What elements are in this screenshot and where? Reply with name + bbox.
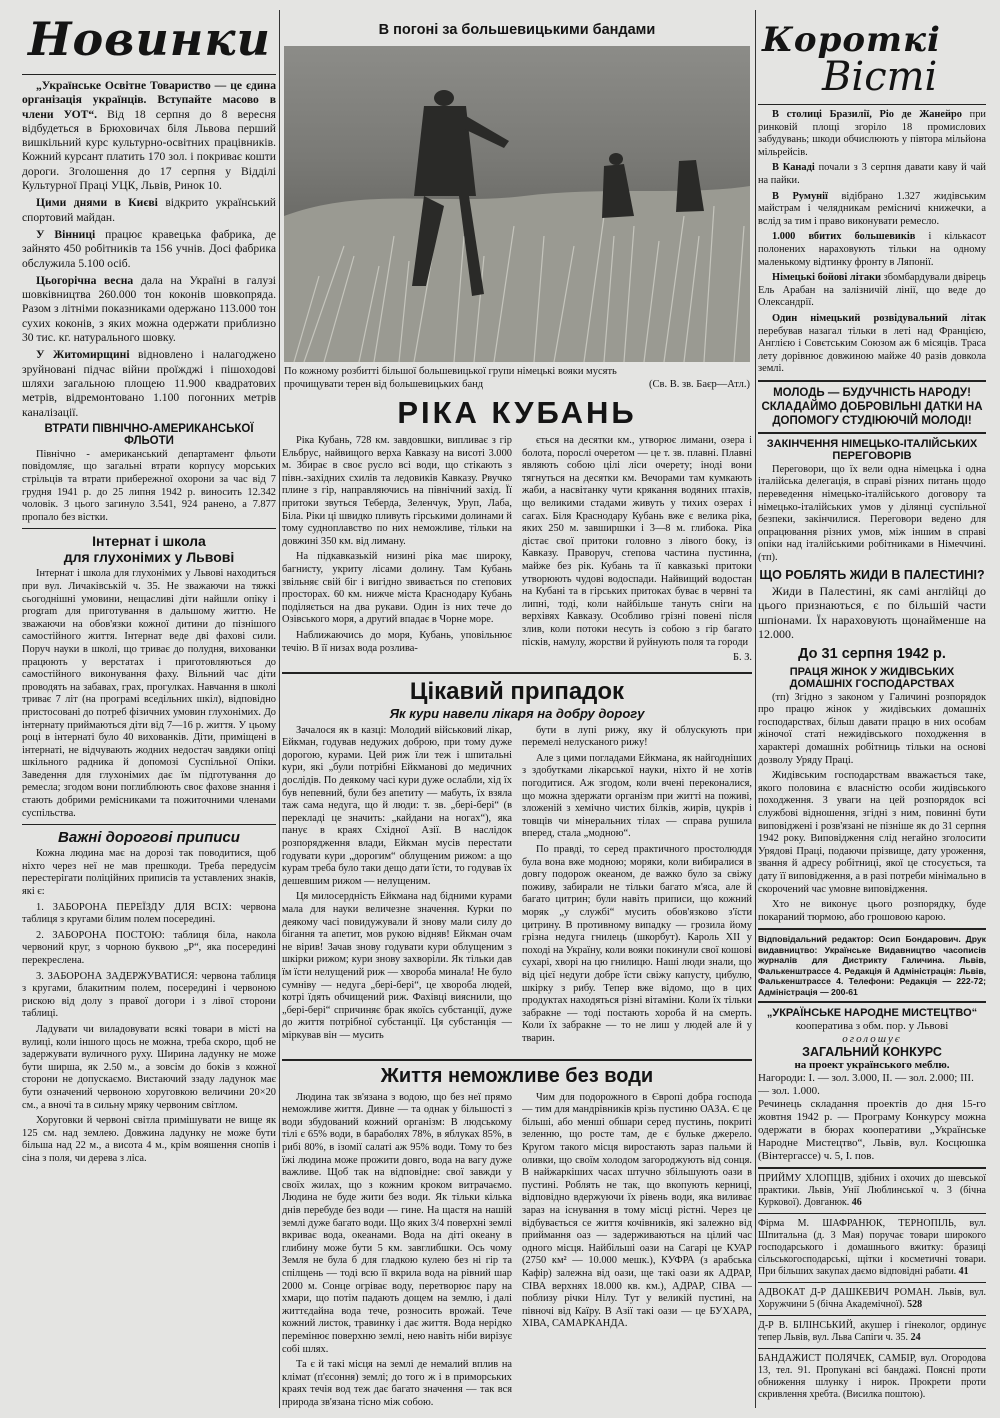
news-text: почали з 3 серпня давати каву й чай на пайки. [758,162,986,186]
labor-para: Жидівським господарствам вважається таке, якого половина є власністю особи жидівського походження. З уваги на цей розпорядок всі службові відношення, згідні з ним, повинні бути виповіджені і розв'язані не пізніше як до 31 серпня 1942 року. Виповідження слід негайно зголосити Урядові Праці, подаючи прізвище, дату уроження, звання й адресу робітниці, якої це стосується, та дату її виповідження, а в разі потреби мінімально в скорочений час умовне виповідження. [758,770,986,895]
news-text: збомбардували двірець Ель Арабан на залізничій лінії, що веде до Олександрії. [758,272,986,309]
rules-para: 3. ЗАБОРОНА ЗАДЕРЖУВАТИСЯ: червона таблиця з кругами, блакитним полем, посередині і червоною рискою від долу з правої догори і з лівої сторони таблиці. [22,970,276,1020]
news-text: і кількасот полонених нараховують тільки на одному маленькому відтинку фронту в Ляпонії. [758,231,986,268]
labor-para: Хто не виконує цього розпорядку, буде покараний тюрмою, або грошовою карою. [758,899,986,923]
short-news [758,162,986,187]
labor-title: ПРАЦЯ ЖІНОК У ЖИДІВСЬКИХ ДОМАШНІХ ГОСПОДАРСТВАХ [789,665,955,690]
case-article [282,725,752,1055]
news-text: відновлено і налагоджено зруйновані підчас війни проїжджі і пішоходові шляхи загальною площею 11.900 квадратових метрів, відремонтовано 1.100 погонних метрів каналізації. [22,348,276,419]
short-news [758,109,986,159]
korotki-masthead [762,20,986,98]
labor-para: (тп) Згідно з законом у Галичині розпорядок про працю жінок у жидівських домашніх господарствах, більш давати працю в них особам жіночої статі нежидівського походження в характері домашніх робітниць тільки на основі дозволу Уряду Праці. [758,691,986,766]
masthead-line2: Вісті [822,54,938,100]
right-column [758,0,986,1418]
divider [758,928,986,930]
internat-title: Інтернат і школа [92,533,206,550]
ad-text: БАНДАЖИСТ ПОЛЯЧЕК, САМБІР, вул. Огородова 13, тел. 91. Пропукані всі бандажі. Поясні проти обниження шлунку і нирок. Прокрети проти скривлення хребта. (Висилка поштою). [758,1353,986,1401]
internat-subtitle: для глухонімих у Львові [63,549,235,566]
news-lead: „Українське Освітне Товариство — це єдина організація українців. Вступайте масово в члени УОТ“. [22,79,276,121]
losses-title: ВТРАТИ ПІВНІЧНО-АМЕРИКАНСЬКОЇ ФЛЬОТИ [44,422,254,447]
case-title: Цікавий припадок [409,677,625,705]
water-para: Та є й такі місця на землі де немалий вплив на клімат (п'єсоння) землі; до того ж і в приморських краях течія вод теж дає багато значення — так вся природа зв'язана тісно між собою. [282,1359,512,1408]
imprint: Відповідальний редактор: Осип Бондарович. Друк видавництво: Українське Видавництво часописів журналів для Дистрикту Галичина. Львів, Фалькенштрассе 4. Редакція й Адміністрація: Львів, Фалькенштрассе 4. Телефони: Редакція — 222-72; Адміністрація — 200-61 [758,934,986,997]
water-para: Чим для подорожного в Європі добра господа — тим для мандрівників крізь пустиню ОАЗА. Є це більші, або менші обшари серед пустинь, покриті зеленню, що росте там, де є бульке джерело. Кругом такого місця виростають зараз пальми й оливки, що своїм холодом загороджують від сонця. В найжаркіших часах штучно збільшують оази в пустині. Роблять не так, що вкопують керниці, відповідно вдержуючи їх рівень води, яка виливає зараз на існування в тому місці рістні. Через це відбувається се життя кочівників, які залежно від приймання оаз — задерживаються на цілий час одного місця. Найбільші оази на Сагарі це КУАР (2750 км² — 10.000 мешк.), КУФРА (з арабська Кафір) залежна від оази, ще такі оази як АДРАР, СІВА верхнях 18.000 кв. км.), АДРАР, СІВА — поблизу річки Нілу. Тут у великій пустині, на півночі від Каїру. В Азії такі оази — це БУХАРА, ХІВА, САМАРКАНДА. [522,1091,752,1330]
classified-ad [758,1353,986,1401]
treaty-text: Переговори, що їх вели одна німецька і одна італійська делегація, в справі різних питань щодо переведення німецько-італійського договору та німецько-італійських умов у ділянці суспільної безпеки, закінчилися. Переговори ведено для опрацювання різних умов, між іншим в справі опіки над італійськими робітниками в Німеччині. (тп). [758,463,986,564]
news-item [22,228,276,271]
news-text: відкрито український спортовий майдан. [22,196,276,224]
column-divider [755,10,756,1408]
classified-ad [758,1320,986,1344]
rules-para: Хоруговки й червоні світла примішувати не вище як 125 см. над землею. Довжина ладунку не може бути більша над 22 м., а висота 4 м., крім вояшення снопів і сіна з поля, чи дерева з ліса. [22,1115,276,1164]
news-lead: У Вінниці [36,227,96,241]
case-subtitle: Як кури навели лікаря на добру дорогу [389,705,645,721]
case-para: Але з цими погладами Ейкмана, як найгодніших з здобутками лікарської науки, ніхто й не хотів погодитися. Аж згодом, коли вчені переконалися, що можна здержати організм при житті на поживі, зложеній з хемічно чистих білків, жирів, цукрів і товщів чи мінеральних тілах — справа рушила вперед, стала „модною“. [522,752,752,840]
contest-ad [758,1007,986,1163]
news-item [22,348,276,419]
contest-org: „УКРАЇНСЬКЕ НАРОДНЕ МИСТЕЦТВО“ [766,1007,978,1020]
caption-text: По кожному розбитті більшої большевицької групи німецькі вояки мусять прочищувати терен від большевицьких банд [284,366,617,390]
water-title: Життя неможливе без води [380,1064,654,1087]
news-lead: В Канаді [772,162,815,174]
news-lead: Німецькі бойові літаки [772,272,881,284]
losses-text: Північно - американський департамент фльоти повідомляє, що загальні втрати корпусу морських стрільців та втрати прибережної охорони за час від 7 грудня 1941 р. до 25 липня 1942 р. виносить 12.342 чоловік. З цього загинуло 3.541, 924 ранено, а 7.877 пропало без вістки. [22,448,276,523]
news-text: перебував назагал тільки в леті над Францією, Англією і Совєтським Союзом аж 6 місяців. Траса лету дорівнює довжиною майже 40 разів довкола землі. [758,325,986,375]
photo-caption [282,366,752,391]
divider [282,672,752,674]
rules-para: Ладувати чи виладовувати всякі товари в місті на вулиці, коли іншого щось не можна, треба скоро, щоб не задержувати вуличного руху. Ширина ладунку не може бути ширша, як 2.50 м., а зовсім до боків з кожної сторони не допускаємо. Вистаючий ззаду ладунок має бути означений червоною хоруговкою величини 20×20 см., а вночі та в сильну мряку червоним світлом. [22,1023,276,1111]
divider [22,528,276,529]
soldiers-in-field-photo [284,46,750,362]
classified-ad [758,1287,986,1311]
deadline-banner: До 31 серпня 1942 р. [798,645,946,662]
news-lead: Цьогорічна весна [36,273,134,287]
photo-credit: (Св. В. зв. Баєр—Атл.) [648,378,750,390]
ad-number: 41 [958,1266,969,1278]
short-news [758,191,986,229]
news-lead: В Румунії [772,190,828,202]
ad-text: ПРИЙМУ ХЛОПЦІВ, здібних і охочих до шевської практики. Львів, Унії Люблинської ч. 3 (бічна Куркової). Довганюк. [758,1173,986,1209]
rules-para: 1. ЗАБОРОНА ПЕРЕЇЗДУ ДЛЯ ВСІХ: червона таблиця з кругами білим полем посередині. [22,901,276,926]
divider [758,1001,986,1003]
contest-text: Речинець складання проектів до дня 15-го жовтня 1942 р. — Програму Конкурсу можна одержати в бюрах кооперативи „Українське Народне Мистецтво“, Львів, вул. Косцюшка (Вінтергассе) ч. 5, I. пов. [758,1098,986,1163]
contest-title: ЗАГАЛЬНИЙ КОНКУРС [802,1045,942,1060]
divider [22,824,276,825]
short-news [758,313,986,376]
ad-number: 24 [910,1332,921,1344]
news-text: дала на Україні в галузі шовківництва 260.000 тон коконів шовкопряда. Разом з літніми показниками одержано 113.000 тон сухих коконів, з яких можна одержати приблизно 30 тис. кг. натурального шовку. [22,273,276,345]
news-text: працює кравецька фабрика, де зайнято 450 робітників та 156 учнів. Досі фабрика обслужила 5.100 осіб. [22,227,276,270]
photo-headline: В погоні за большевицькими бандами [378,22,656,38]
kuban-para: Наближаючись до моря, Кубань, уповільнює течію. В її низах вода розлива- [282,629,512,654]
news-lead: 1.000 вбитих большевиків [772,231,916,243]
divider [22,74,276,75]
short-news [758,231,986,269]
ad-text: Д-Р В. БІЛІНСЬКИЙ, акушер і гінеколог, ординує тепер Львів, вул. Льва Сапіги ч. 35. [758,1320,986,1344]
classified-ad [758,1173,986,1209]
center-column [282,0,752,1418]
news-item [22,274,276,345]
news-lead: Цими днями в Києві [36,196,158,210]
jews-title: ЩО РОБЛЯТЬ ЖИДИ В ПАЛЕСТИНІ? [759,567,985,582]
news-text: відібрано 1.327 жидівським майстрам і челядникам ремісничі книжечки, а вслід за тим і право виконувати ремесло. [758,190,986,227]
kuban-title: РІКА КУБАНЬ [397,395,637,430]
divider [758,432,986,434]
contest-prizes: Нагороди: I. — зол. 3.000, II. — зол. 2.000; III. — зол. 1.000. [758,1072,974,1098]
divider [758,1167,986,1169]
novynky-masthead: Новинки [28,12,271,66]
contest-announce: оголошує [842,1033,902,1046]
kuban-para: На підкавказькій низині ріка має широку, багнисту, укриту лісами долину. Там Кубань звільняє свій біг і вигідно звивається по степових просторах. 60 км. нижче міста Краснодару Кубань поділяється на два рукави. Один із них тече до Озівського моря, а другий впадає в Чорне море. [282,551,512,626]
case-para: Ця милосердність Ейкмана над бідними курами мала для науки величезне значення. Курки по деякому часі повидужували й знову мали силу до бігання та апетит, мов рукою відняв! Ейкман очам не вірив! Зачав знову годувати кури облущеним з шкірки рижом; кури знову захворіли. Як тільки дав їм їсти нелущений риж — хвороба минала! Не було сумніву — недуга „бері-бері“, це хвороба людей, котрі їдять обчищений риж. Фахівці вияснили, що „бері-бері“ спричиняє брак якоїсь субстанції, дуже до життя потрібної субстанції. Ця субстанція — міркував він — мусить [282,891,512,1041]
column-divider [279,10,280,1408]
classified-ad [758,1218,986,1278]
internat-text: Інтернат і школа для глухонімих у Львові находиться при вул. Личаківській ч. 35. Не зважаючи на тяжкі сьогоднішні умовини, нещасливі діти найшли опіку і program для приготування в дальшому життю. Не зважаючи на обов'язки кожної дитини до пізнішого самостійного життя. Інтернат веде дві фахові сили. Поруч науки в школі, що триває до полудня, вихованки працюють у верстатах і приготовляються до самостійного виконування фаху. Вільний час діти проводять на забавах, грах, прогулках. Навчання в школі триває 7 літ (на програмі вседільних шкіл), відповідно пристосовані до потреб фізичних умовин глухонімих. До інтернату приймаються діти від 7—16 р. життя. У цьому році в інтернаті було 40 вихованків. Діти, приміщені в інтернаті, не відчувають жодних недостач завдяки опіці шкільного радника й допомозі Суспільної Опіки. Заведення для глухонімих дає їм підготування до ремесла; згодом вони поглиблюють своє фахове знання і стають добрими ремісниками та пожиточними членами суспільства. [22,568,276,819]
rules-para: Кожна людина має на дорозі так поводитися, щоб ніхто через неї не мав прешкоди. Треба передусім перестерігати поліційних приписів та уставлених знаків, які є: [22,848,276,898]
ad-number: 528 [907,1299,923,1311]
ad-text: АДВОКАТ Д-Р ДАШКЕВИЧ РОМАН. Львів, вул. Хоружчини 5 (бічна Академічної). [758,1287,986,1311]
case-para: бути в лупі рижу, яку й облускують при перемелі нелусканого рижу! [522,724,752,749]
divider [758,380,986,382]
news-lead: В столиці Бразилії, Ріо де Жанейро [772,109,962,120]
case-para: По правді, то серед практичного простолюддя була вона вже модною; моряки, коли вибиралися в довгу подорож океаном, де важко було за свіжу поживу, забирали не тільки багато м'яса, але й багато цитрин; були навіть приписи, що кожний моряк „у службі“ мусить обов'язково з'їсти цитрину. В противному випадку — грозила йому грізна недуга гнилець (шкорбут). Кароль XII у поході на Україну, коли вояки покинули свої кошові сухарі, хворі на цю гнилицю. Наші люди знали, що від цієї недуги добре їсти свіжу капусту, цибулю, шкірку з рибу. Тепер вже відомо, що в цих продуктах находяться різні вітаміни. Коли їх тільки забракне — тоді постають хороба й на смерть. Коли їх забракне — то не лиш у людей але й у тварин. [522,844,752,1044]
short-news [758,272,986,310]
kuban-signature: Б. З. [733,652,752,664]
news-item [22,196,276,225]
kuban-para: Ріка Кубань, 728 км. завдовшки, випливає з гір Ельбрус, найвищого верха Кавказу на висоті 3.000 м. Збирає в своє русло всі води, що стікають з півн.-західних схилів та ледовиків Кавказу. Рвучко плине з гір, направляючись на північний захід. Її притоки звуться Теберда, Зеленчук, Уруп, Лаба, Біла. Ріки ці швидко пливуть гірськими долинами й тому судноплавство по них неможливе, тільки на довжині 350 км. від лиману. [282,435,512,547]
ad-number: 46 [851,1197,862,1209]
divider [282,1059,752,1061]
left-column [22,0,276,1418]
contest-subject: на проект українського меблю. [794,1059,950,1072]
jews-text: Жиди в Палестині, як самі англійці до цього признаються, є по більшій части шпіонами. Їх нараховують щонайменше на 12.000. [758,583,986,642]
case-para: Зачалося як в казці: Молодий військовий лікар, Ейкман, годував недужих доброю, при тому дуже дорогою, курами. Цей риж їли теж і шпитальні кури, які „були потрібні Ейкманові до медичних дослідів. По деякому часі кури дуже ослабли, хід їх був непевний, були без апетиту — мабуть, їх взяла таж сама недуга, що й люди: т. зв. „бері-бері“ (в перекладі це значить: „кайдани на ногах“), яка панує в краях Східної Азії. В наслідок розпорядження влади, Ейкман мусів перестати годувати кури „дорогим“ облущеним рижом: а що курам треба було таки дещо дати їсти, то годував їх дешевшим рижом — нелущеним. [282,724,512,887]
divider [758,104,986,105]
ad-text: Фірма М. ШАФРАНЮК, ТЕРНОПІЛЬ, вул. Шпитальна (д. 3 Мая) поручає товари широкого господарського і домашнього вжитку: бразиці сільськогосподарські, щітки і косметичні товари. При більших закупах даємо відповідні рабати. [758,1218,986,1278]
news-item [22,79,276,193]
youth-appeal: МОЛОДЬ — БУДУЧНІСТЬ НАРОДУ! СКЛАДАЙМО ДОБРОВІЛЬНІ ДАТКИ НА ДОПОМОГУ СТУДІЮЮЧІЙ МОЛОДІ! [761,386,983,427]
kuban-article [282,435,752,668]
news-lead: У Житомирщині [36,348,130,362]
divider [758,1348,986,1349]
divider [758,1315,986,1316]
kuban-para: ється на десятки км., утворює лимани, озера і болота, порослі очеретом — це т. зв. плавні. Плавні являють собою цілі ліси очерету; іноді вони тягнуться на десятки км. Вечорами там кумкають жаби, а насвітанку чути крякання водяних птахів, що великими стадами живуть у тихих озерах і сагах. Біля Краснодару Кубань вже є велика ріка, яких 250 м. завширшки і 3—8 м. глибока. Ріка дістає свої притоки головно з лівого боку, із Кавказу. Праворуч, степова частина пустинна, майже без рік. Кубань та її кавказькі притоки утворюють чудові водоспади. Найвищий водостан на Кубані та в гірських притоках буває в червні та липні, тоді, коли найбільше тануть сніги на верхівях Кавказу. Особливо грізні повені після злив, коли потоки несуть із собою з гір багато пісків, намулу, жорстви й руйнують поля та городи [522,435,752,648]
contest-sub: кооператива з обм. пор. у Львові [795,1020,949,1033]
divider [758,1282,986,1283]
treaty-title: ЗАКІНЧЕННЯ НІМЕЦЬКО-ІТАЛІЙСЬКИХ ПЕРЕГОВОРІВ [766,437,978,462]
news-lead: Один німецький розвідувальний літак [772,312,986,324]
water-article [282,1092,752,1413]
divider [758,1213,986,1214]
rules-para: 2. ЗАБОРОНА ПОСТОЮ: таблиця біла, накола червоний круг, з чорною буквою „Р“, яка посередині перекреслена. [22,929,276,967]
news-text: при ринковій площі згоріло 18 промислових забудувань; шкоди обчислюють у півтора мільйона мільрейсів. [758,109,986,158]
water-para: Людина так зв'язана з водою, що без неї прямо неможливе життя. Дивне — та однак у більшості з води збудований кожний організм: В людському тілі є 65% води, в бараболях 78%, в яблуках 85%, в рибі 80%, в ізомії салаті аж 95% води. Тому то без їжі людина може прожити довго, вода на вагу дуже важливе. Щоб так на відповідне: свої завжди у своїх жилах, що з кожним кроком витрачаємо. Людина не буде жити без води. Як тільки кілька днів перебуде без води — гине. На щастя на нашій землі дуже багато води. Що яких 3/4 поверхні землі вкриває вода, океанами. Вода на діті океану в глибину може бути 5 км. завглибшки. Ось чому Земля не була б для гладкою кулею без ні гір та спілщень — тоді всю її вкрила вода на рівний шар 2000 м. Сонце огріває воду, перетворює пару на хмари, що потім падають дощем на землю, і далі життєдайна вода тече, розносить врожай. Тече кожний листок, травинку і дає життя. Вода нерідко перемінює поверхню землі, нею навіть ніби вирізує собі шлях. [282,1091,512,1355]
news-text: Від 18 серпня до 8 вересня відбудеться в Брюховичах біля Львова перший вишкільний курс культурно-освітних працівників. Кожний курсант платить 170 зол. і покриває кошти дороги. Зголошення до 17 серпня у Відділі Культурної Праці УЦК, Львів, Ринок 10. [22,107,276,193]
rules-title: Важні дорогові приписи [58,829,240,847]
masthead-line1: Короткі [762,20,941,60]
